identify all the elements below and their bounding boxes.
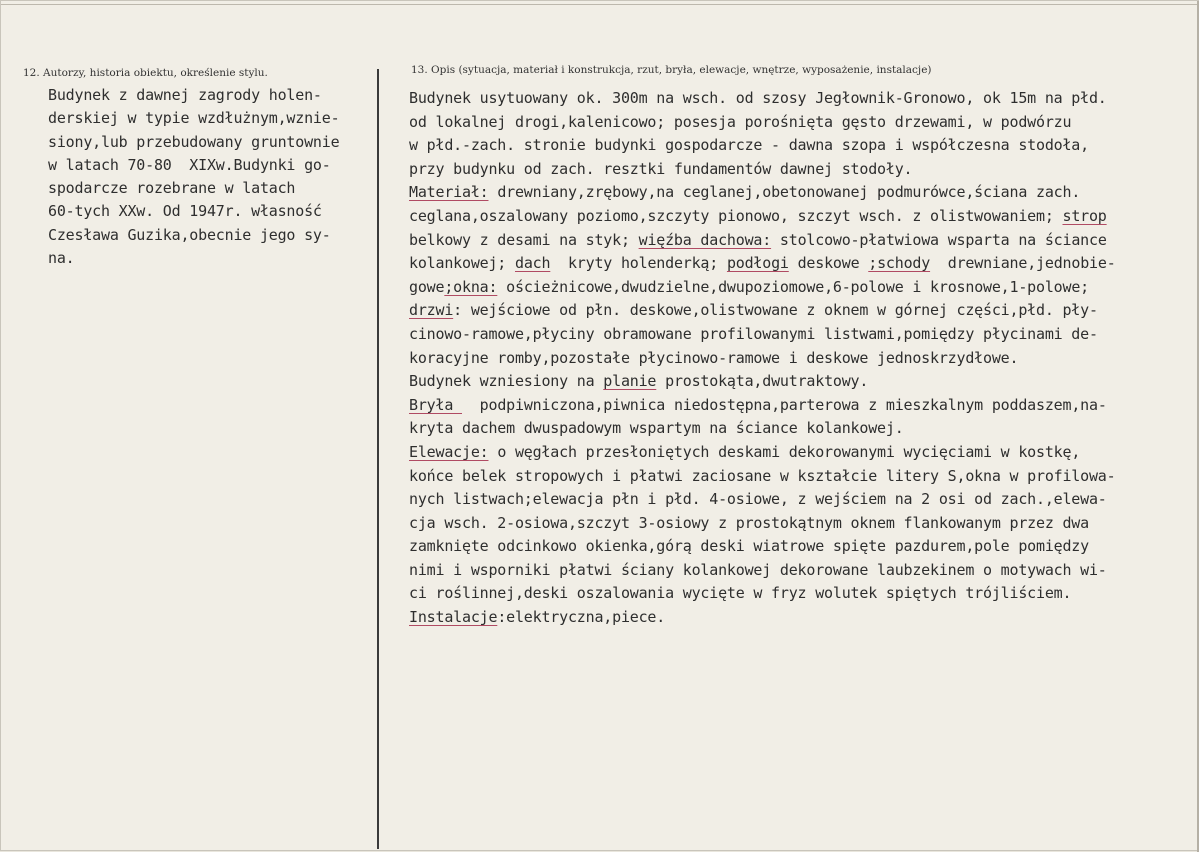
description-line: przy budynku od zach. resztki fundamentów dawnej stodoły. — [409, 159, 913, 178]
description-line — [409, 276, 1199, 300]
line-text: podpiwniczona,piwnica niedostępna,parterowa z mieszkalnym poddaszem,na- — [462, 395, 1107, 414]
history-line: Czesława Guzika,obecnie jego sy- — [48, 225, 331, 244]
keyword-schody: ;schody — [868, 254, 931, 273]
keyword-material: Materiał: — [409, 183, 489, 202]
description-line — [409, 606, 1199, 630]
description-line — [409, 441, 1199, 465]
line-text: stolcowo-płatwiowa wsparta na ściance — [771, 230, 1107, 249]
line-text: kryty holenderką; — [550, 254, 727, 273]
description-line: od lokalnej drogi,kalenicowo; posesja porośnięta gęsto drzewami, w podwórzu — [409, 112, 1072, 131]
description-line: nych listwach;elewacja płn i płd. 4-osiowe, z wejściem na 2 osi od zach.,elewa- — [409, 490, 1107, 509]
section-13-header: 13. Opis (sytuacja, materiał i konstrukcja, rzut, bryła, elewacje, wnętrze, wyposażenie, instalacje) — [411, 64, 932, 76]
keyword-dach: dach — [514, 254, 551, 273]
history-line: w latach 70-80 XIXw.Budynki go- — [48, 155, 331, 174]
history-line: siony,lub przebudowany gruntownie — [48, 132, 340, 151]
keyword-podlogi: podłogi — [726, 254, 789, 273]
line-text: ceglana,oszalowany poziomo,szczyty pionowo, szczyt wsch. z olistwowaniem; — [409, 206, 1063, 225]
description-line — [409, 370, 1199, 394]
history-text — [48, 84, 375, 270]
line-text: drewniane,jednobie- — [930, 254, 1116, 273]
description-line: w płd.-zach. stronie budynki gospodarcze - dawna szopa i współczesna stodoła, — [409, 136, 1089, 155]
description-line: nimi i wsporniki płatwi ściany kolankowej dekorowane laubzekinem o motywach wi- — [409, 560, 1107, 579]
keyword-instalacje: Instalacje — [409, 608, 498, 627]
history-line: na. — [48, 249, 75, 268]
line-text: gowe — [409, 277, 445, 296]
description-line: cinowo-ramowe,płyciny obramowane profilowanymi listwami,pomiędzy płycinami de- — [409, 324, 1098, 343]
history-line: 60-tych XXw. Od 1947r. własność — [48, 202, 322, 221]
line-text: belkowy z desami na styk; — [409, 230, 639, 249]
description-line — [409, 205, 1199, 229]
top-rule — [1, 4, 1199, 5]
keyword-planie: planie — [603, 372, 657, 391]
description-line: cja wsch. 2-osiowa,szczyt 3-osiowy z prostokątnym oknem flankowanym przez dwa — [409, 513, 1089, 532]
line-text: Budynek wzniesiony na — [409, 372, 604, 391]
history-line: spodarcze rozebrane w latach — [48, 179, 296, 198]
keyword-bryla: Bryła — [409, 395, 462, 414]
line-text: :elektryczna,piece. — [497, 608, 666, 627]
line-text: ościeżnicowe,dwudzielne,dwupoziomowe,6-polowe i krosnowe,1-polowe; — [497, 277, 1089, 296]
keyword-elewacje: Elewacje: — [409, 442, 489, 461]
keyword-okna: ;okna: — [444, 277, 498, 296]
description-line: koracyjne romby,pozostałe płycinowo-ramowe i deskowe jednoskrzydłowe. — [409, 348, 1019, 367]
description-line: Budynek usytuowany ok. 300m na wsch. od szosy Jegłownik-Gronowo, ok 15m na płd. — [409, 89, 1107, 107]
description-line — [409, 252, 1199, 276]
line-text: prostokąta,dwutraktowy. — [656, 372, 869, 391]
description-line — [409, 299, 1199, 323]
description-line — [409, 394, 1199, 418]
description-line: ci roślinnej,deski oszalowania wycięte w fryz wolutek spiętych trójliściem. — [409, 584, 1072, 603]
description-line — [409, 229, 1199, 253]
line-text: drewniany,zrębowy,na ceglanej,obetonowanej podmurówce,ściana zach. — [488, 183, 1081, 202]
description-line — [409, 181, 1199, 205]
keyword-wiezba: więźba dachowa: — [638, 230, 772, 249]
history-line: Budynek z dawnej zagrody holen- — [48, 86, 322, 104]
line-text: deskowe — [788, 254, 869, 273]
description-line: kryta dachem dwuspadowym wspartym na ściance kolankowej. — [409, 419, 904, 438]
description-text — [409, 87, 1199, 630]
line-text: o węgłach przesłoniętych deskami dekorowanymi wycięciami w kostkę, — [488, 442, 1081, 461]
history-line: derskiej w typie wzdłużnym,wznie- — [48, 109, 340, 128]
line-text: kolankowej; — [409, 254, 515, 273]
section-12-header: 12. Autorzy, historia obiektu, określenie stylu. — [23, 67, 268, 79]
description-line: końce belek stropowych i płatwi zaciosane w kształcie litery S,okna w profilowa- — [409, 466, 1116, 485]
column-divider — [377, 69, 379, 849]
keyword-strop: strop — [1062, 206, 1107, 225]
line-text: : wejściowe od płn. deskowe,olistwowane z oknem w górnej części,płd. pły- — [453, 301, 1098, 320]
keyword-drzwi: drzwi — [409, 301, 454, 320]
description-line: zamknięte odcinkowo okienka,górą deski wiatrowe spięte pazdurem,pole pomiędzy — [409, 537, 1089, 556]
